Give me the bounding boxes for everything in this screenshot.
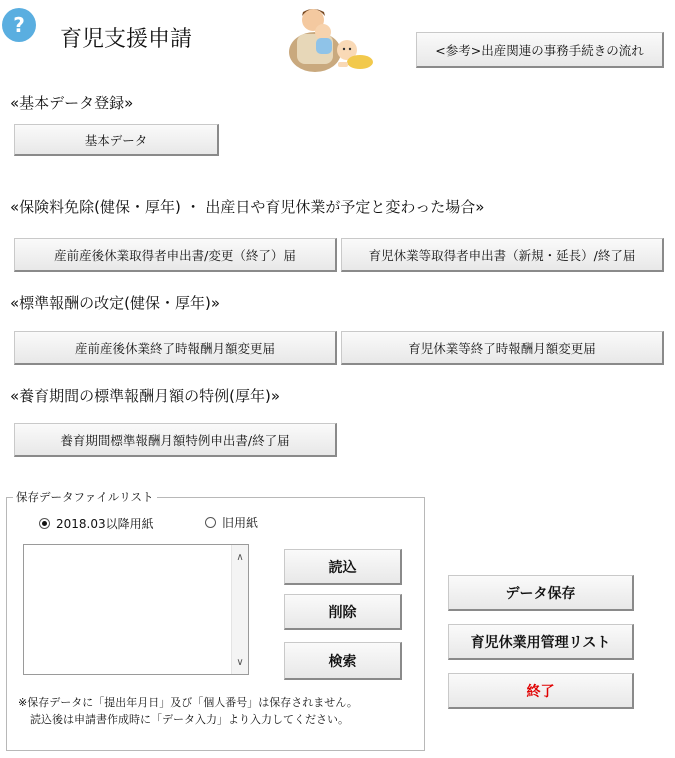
childcare-leave-remuneration-change-button[interactable]: 育児休業等終了時報酬月額変更届 [341, 331, 664, 365]
help-icon[interactable]: ? [2, 8, 36, 42]
reference-procedure-flow-button[interactable]: <参考>出産関連の事務手続きの流れ [416, 32, 664, 68]
child-rearing-special-heading: «養育期間の標準報酬月額の特例(厚年)» [10, 387, 281, 405]
prenatal-leave-application-button[interactable]: 産前産後休業取得者申出書/変更（終了）届 [14, 238, 337, 272]
childcare-leave-application-button[interactable]: 育児休業等取得者申出書（新規・延長）/終了届 [341, 238, 664, 272]
saved-file-listbox[interactable] [23, 544, 249, 675]
scroll-up-icon[interactable]: ∧ [236, 551, 244, 563]
save-data-button[interactable]: データ保存 [448, 575, 634, 611]
basic-data-button[interactable]: 基本データ [14, 124, 219, 156]
delete-button[interactable]: 削除 [284, 594, 402, 630]
note-line-2: 読込後は申請書作成時に「データ入力」より入力してください。 [30, 713, 349, 726]
radio-new-form[interactable] [39, 515, 154, 532]
radio-old-form[interactable] [205, 514, 258, 531]
radio-old-form-label: 旧用紙 [222, 516, 259, 530]
prenatal-leave-remuneration-change-button[interactable]: 産前産後休業終了時報酬月額変更届 [14, 331, 337, 365]
note-line-1: ※保存データに「提出年月日」及び「個人番号」は保存されません。 [18, 696, 358, 709]
family-illustration-icon [275, 2, 375, 74]
child-rearing-special-application-button[interactable]: 養育期間標準報酬月額特例申出書/終了届 [14, 423, 337, 457]
radio-unselected-icon [205, 517, 216, 528]
remuneration-revision-heading: «標準報酬の改定(健保・厚年)» [10, 294, 221, 312]
exit-button[interactable]: 終了 [448, 673, 634, 709]
load-button[interactable]: 読込 [284, 549, 402, 585]
exemption-heading: «保険料免除(健保・厚年) ・ 出産日や育児休業が予定と変わった場合» [10, 198, 485, 216]
radio-new-form-label: 2018.03以降用紙 [56, 517, 154, 531]
listbox-scrollbar[interactable] [231, 545, 248, 674]
search-button[interactable]: 検索 [284, 642, 402, 680]
saved-data-file-list-legend: 保存データファイルリスト [13, 489, 157, 505]
basic-data-heading: «基本データ登録» [10, 94, 134, 112]
page-title: 育児支援申請 [60, 27, 193, 52]
childcare-management-list-button[interactable]: 育児休業用管理リスト [448, 624, 634, 660]
radio-selected-icon [39, 518, 50, 529]
scroll-down-icon[interactable]: ∨ [236, 656, 244, 668]
